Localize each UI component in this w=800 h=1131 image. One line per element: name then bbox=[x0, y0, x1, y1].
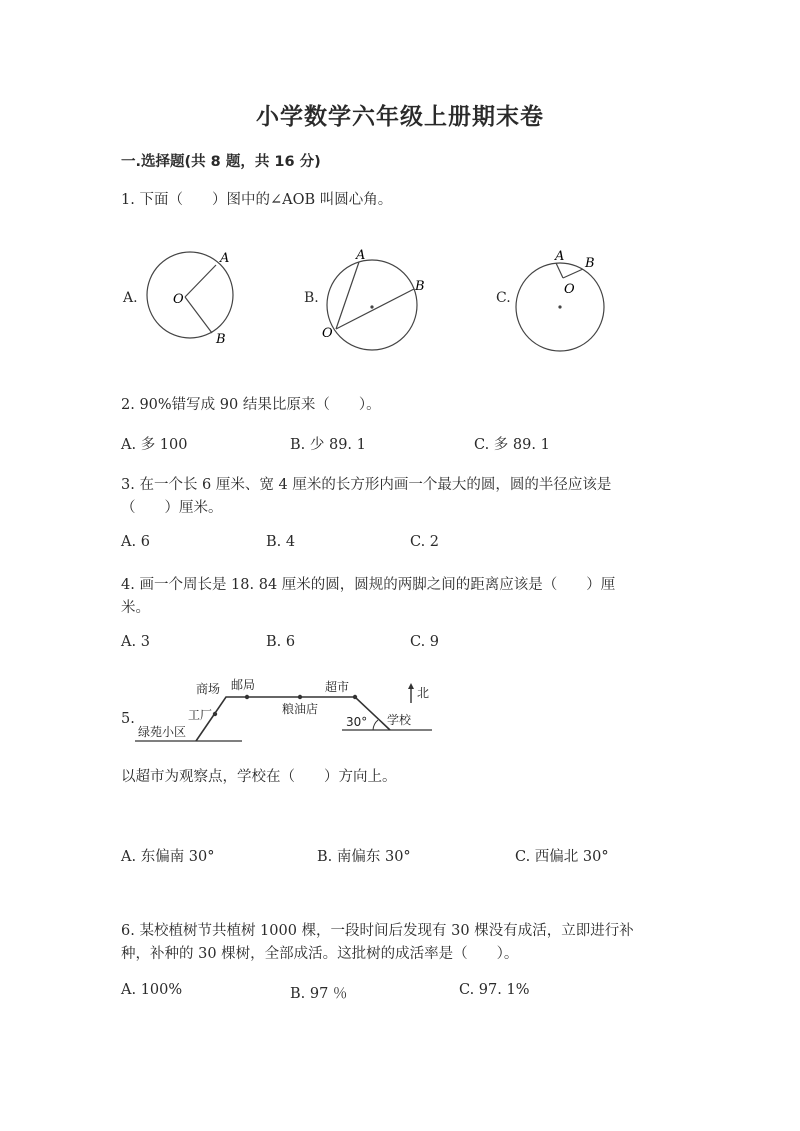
q2-option-c: C. 多 89. 1 bbox=[474, 437, 550, 453]
q3-option-c: C. 2 bbox=[410, 534, 440, 550]
q6-option-c: C. 97. 1% bbox=[459, 982, 530, 998]
q1-figure-a bbox=[140, 245, 250, 355]
map-label-post-office: 邮局 bbox=[231, 678, 256, 692]
map-label-grain-store: 粮油店 bbox=[282, 702, 319, 716]
q1-c-point-b: B bbox=[585, 256, 595, 271]
map-label-factory: 工厂 bbox=[188, 708, 213, 722]
q3-option-a: A. 6 bbox=[121, 534, 150, 550]
map-label-angle: 30° bbox=[346, 715, 368, 729]
q5-map-figure bbox=[130, 675, 440, 750]
q4-option-c: C. 9 bbox=[410, 634, 440, 650]
q6-option-a: A. 100% bbox=[121, 982, 183, 998]
q5-option-a: A. 东偏南 30° bbox=[121, 849, 215, 865]
question-4-line-1: 4. 画一个周长是 18. 84 厘米的圆，圆规的两脚之间的距离应该是（ ）厘 bbox=[121, 577, 616, 593]
q1-option-c-label: C. bbox=[496, 290, 511, 306]
map-label-mall: 商场 bbox=[196, 682, 221, 696]
q1-a-point-o: O bbox=[173, 292, 184, 307]
map-label-school: 学校 bbox=[387, 713, 412, 727]
q1-b-point-a: A bbox=[356, 248, 366, 263]
q5-option-b: B. 南偏东 30° bbox=[317, 849, 411, 865]
q6-option-b: B. 97 ％ bbox=[290, 986, 348, 1002]
question-4-line-2: 米。 bbox=[121, 600, 150, 616]
q1-b-point-o: O bbox=[322, 326, 333, 341]
question-3-line-1: 3. 在一个长 6 厘米、宽 4 厘米的长方形内画一个最大的圆，圆的半径应该是 bbox=[121, 477, 612, 493]
q1-option-a-label: A. bbox=[123, 290, 138, 306]
question-3-line-2: （ ）厘米。 bbox=[121, 500, 223, 516]
q2-option-b: B. 少 89. 1 bbox=[290, 437, 366, 453]
q2-option-a: A. 多 100 bbox=[121, 437, 188, 453]
question-2-text: 2. 90%错写成 90 结果比原来（ ）。 bbox=[121, 397, 381, 413]
q1-figure-b bbox=[320, 245, 430, 355]
map-label-community: 绿苑小区 bbox=[138, 725, 187, 739]
question-6-line-2: 种，补种的 30 棵树，全部成活。这批树的成活率是（ ）。 bbox=[121, 946, 519, 962]
question-5-number: 5. bbox=[121, 711, 135, 727]
question-6-line-1: 6. 某校植树节共植树 1000 棵，一段时间后发现有 30 棵没有成活，立即进行补 bbox=[121, 923, 634, 939]
q1-b-point-b: B bbox=[415, 279, 425, 294]
q1-option-b-label: B. bbox=[304, 290, 319, 306]
section-heading: 一.选择题(共 8 题，共 16 分) bbox=[121, 154, 321, 170]
question-5-text: 以超市为观察点，学校在（ ）方向上。 bbox=[121, 769, 397, 785]
map-label-supermarket: 超市 bbox=[325, 680, 350, 694]
q1-a-point-b: B bbox=[216, 332, 226, 347]
q1-c-point-a: A bbox=[555, 249, 565, 264]
page-title: 小学数学六年级上册期末卷 bbox=[256, 103, 544, 130]
q4-option-b: B. 6 bbox=[266, 634, 296, 650]
map-label-north: 北 bbox=[417, 686, 430, 700]
q1-figure-c bbox=[513, 245, 623, 355]
q4-option-a: A. 3 bbox=[121, 634, 150, 650]
q3-option-b: B. 4 bbox=[266, 534, 296, 550]
q5-option-c: C. 西偏北 30° bbox=[515, 849, 609, 865]
q1-c-point-o: O bbox=[564, 282, 575, 297]
q1-a-point-a: A bbox=[220, 251, 230, 266]
question-1-text: 1. 下面（ ）图中的∠AOB 叫圆心角。 bbox=[121, 192, 393, 208]
